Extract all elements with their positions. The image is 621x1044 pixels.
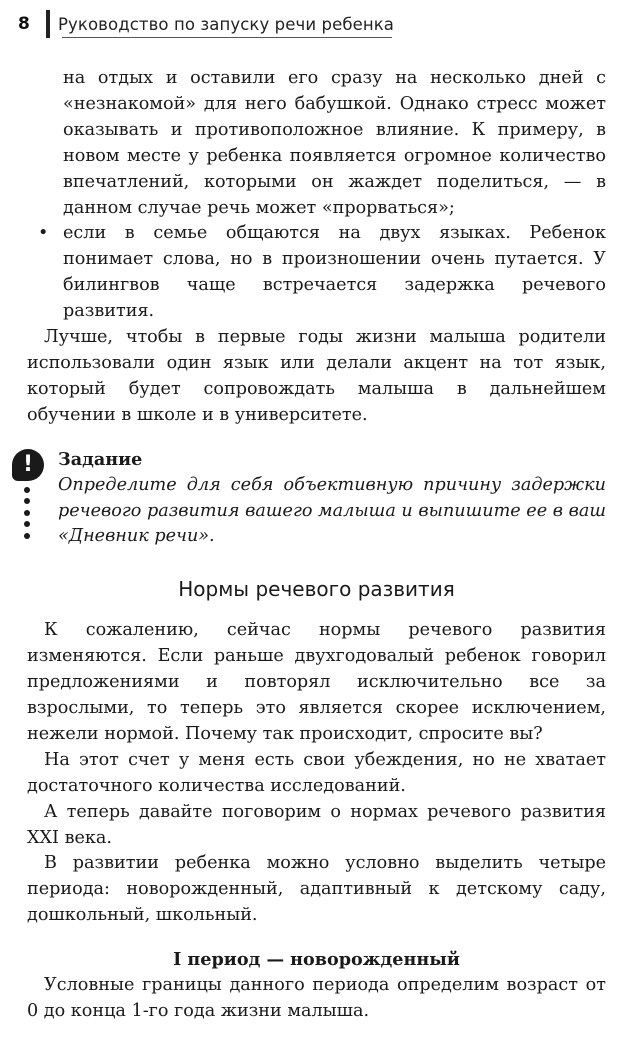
dotted-line bbox=[24, 487, 32, 539]
bullet-text: если в семье общаются на двух языках. Ребенок понимает слова, но в произношении очень путается. У билингвов чаще встречается задержка речевого развития. bbox=[63, 223, 606, 322]
running-header bbox=[18, 10, 394, 38]
section-heading: Нормы речевого развития bbox=[178, 577, 455, 602]
body-paragraph: Лучше, чтобы в первые годы жизни малыша родители использовали один язык или делали акцент на тот язык, который будет сопровождать малыша в дальнейшем обучении в школе и в университете. bbox=[27, 327, 606, 425]
section-paragraph-1: К сожалению, сейчас нормы речевого развития изменяются. Если раньше двухгодовалый ребенок говорил предложениями и повторял исключительно все за взрослыми, то теперь это является скорее исключением, нежели нормой. Почему так происходит, спросите вы? bbox=[27, 620, 606, 744]
section-paragraph-3: А теперь давайте поговорим о нормах речевого развития XXI века. bbox=[27, 801, 606, 848]
bullet-item bbox=[27, 221, 606, 325]
exclamation-icon: ! bbox=[12, 449, 44, 481]
header-divider-bar bbox=[46, 10, 50, 38]
running-title: Руководство по запуску речи ребенка bbox=[58, 14, 395, 34]
bullet-continuation: на отдых и оставили его сразу на несколько дней с «незнакомой» для него бабушкой. Однако стресс может оказывать и противоположное влияние. К примеру, в новом месте у ребенка появляется огромное количество впечатлений, которыми он жаждет поделиться, — в данном случае речь может «прорваться»; bbox=[63, 68, 606, 218]
page-content bbox=[22, 66, 606, 1025]
section-paragraph-2: На этот счет у меня есть свои убеждения, но не хватает достаточного количества исследований. bbox=[27, 749, 606, 796]
task-text: Определите для себя объективную причину задержки речевого развития вашего малыша и выпишите ее в ваш «Дневник речи». bbox=[58, 474, 606, 547]
section-paragraph-4: В развитии ребенка можно условно выделить четыре периода: новорожденный, адаптивный к детскому саду, дошкольный, школьный. bbox=[27, 853, 606, 926]
header-rule bbox=[62, 37, 392, 38]
subsection-heading: I период — новорожденный bbox=[173, 949, 460, 971]
bullet-marker: • bbox=[38, 223, 49, 244]
page-number: 8 bbox=[18, 14, 30, 34]
task-marker bbox=[12, 449, 44, 545]
task-callout bbox=[22, 447, 606, 551]
subsection-paragraph: Условные границы данного периода определим возраст от 0 до конца 1-го года жизни малыша. bbox=[27, 975, 606, 1022]
task-title: Задание bbox=[58, 448, 143, 470]
